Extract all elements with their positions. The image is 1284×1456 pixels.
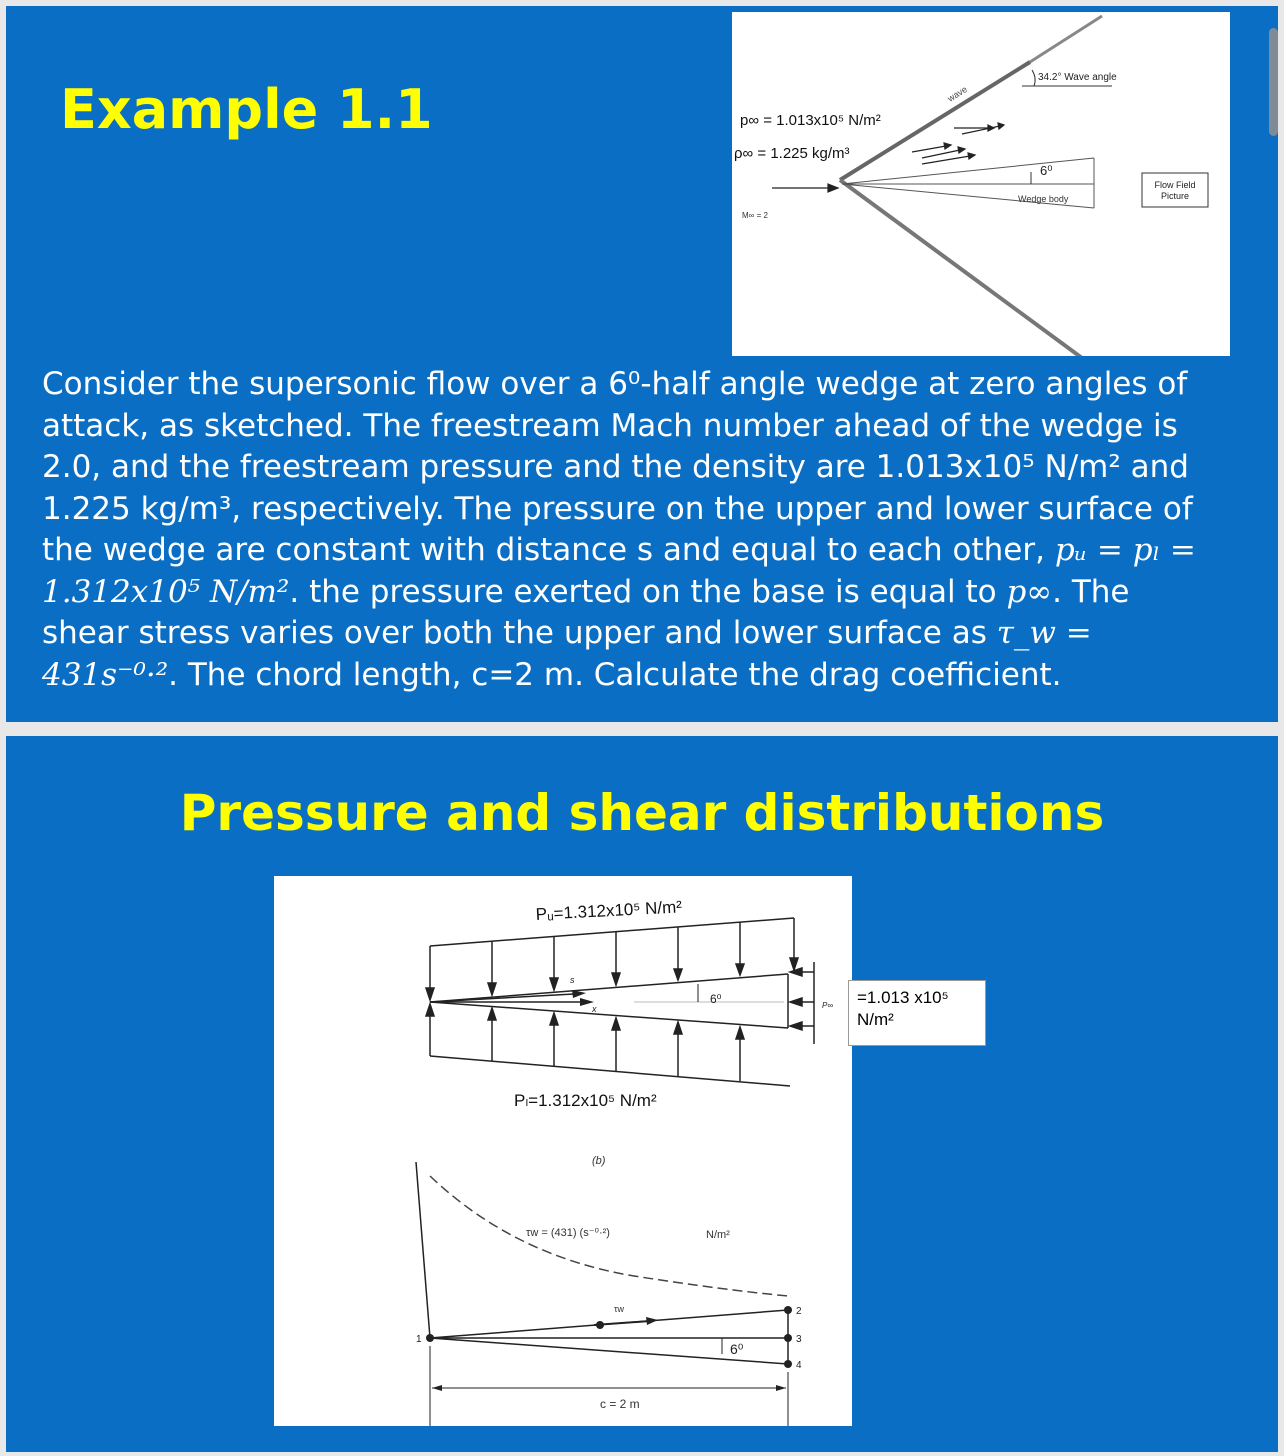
statement-line <box>42 613 1252 655</box>
s-arrow <box>572 990 586 998</box>
point-3-marker <box>784 1334 792 1342</box>
p-inf-symbol: p∞ <box>1006 573 1053 610</box>
flow-field-box <box>1142 173 1208 207</box>
statement-line: 1.225 kg/m³, respectively. The pressure on the upper and lower surface of <box>42 490 1193 527</box>
point-3-label: 3 <box>796 1334 802 1345</box>
point-4-marker <box>784 1360 792 1368</box>
flow-field-figure <box>732 12 1230 356</box>
wedge-lower-surface <box>430 1002 788 1028</box>
statement-line <box>42 655 1252 697</box>
statement-line: Consider the supersonic flow over a 6⁰-half angle wedge at zero angles of <box>42 366 1188 402</box>
wedge-flow-diagram <box>732 12 1230 356</box>
upper-pressure-label: Pᵤ=1.312x10⁵ N/m² <box>535 897 683 924</box>
base-pressure-value: =1.013 x10⁵ <box>857 988 949 1007</box>
wedge-upper-surface <box>430 974 788 1002</box>
slide-title: Example 1.1 <box>60 78 433 141</box>
base-pressure-box <box>848 980 986 1046</box>
point-2-marker <box>784 1306 792 1314</box>
statement-line: 2.0, and the freestream pressure and the density are 1.013x10⁵ N/m² and <box>42 449 1189 485</box>
scrollbar-thumb[interactable] <box>1269 28 1278 136</box>
angle-label-2: 6⁰ <box>730 1341 744 1357</box>
statement-line <box>42 572 1252 614</box>
shear-units-label: N/m² <box>706 1229 730 1241</box>
chord-dim-arrow-right <box>776 1385 786 1391</box>
angle-label: 6⁰ <box>710 992 722 1006</box>
midpoint-marker <box>596 1321 604 1329</box>
slide-distributions <box>6 736 1278 1452</box>
statement-line <box>42 530 1252 572</box>
point-2-label: 2 <box>796 1306 802 1317</box>
p-inf-label: p∞ = 1.013x10⁵ N/m² <box>740 112 881 129</box>
pressure-value: 1.312x10⁵ N/m² <box>42 573 290 610</box>
wave-label: wave <box>945 84 969 104</box>
s-label: s <box>570 975 575 985</box>
figure-b-label: (b) <box>592 1155 606 1167</box>
base-pressure-arrows <box>790 968 814 1030</box>
shear-formula: 431s⁻⁰·² <box>42 656 169 693</box>
point-1-label: 1 <box>416 1334 422 1345</box>
distribution-figure <box>274 876 852 1426</box>
shear-axis <box>416 1162 430 1338</box>
flow-field-label-2: Picture <box>1160 191 1190 201</box>
chord-label: c = 2 m <box>600 1397 640 1411</box>
statement-line: attack, as sketched. The freestream Mach number ahead of the wedge is <box>42 407 1178 444</box>
upper-shock-extension <box>1030 16 1102 62</box>
slide-example <box>6 6 1278 722</box>
shear-formula-label: τw = (431) (s⁻⁰·²) <box>526 1227 610 1239</box>
half-angle-label: 6⁰ <box>1040 163 1053 178</box>
statement-text: . the pressure exerted on the base is equal to <box>289 573 1007 610</box>
slide-title: Pressure and shear distributions <box>179 784 1105 842</box>
lower-pressure-label: Pₗ=1.312x10⁵ N/m² <box>514 1091 657 1110</box>
wave-angle-label: 34.2° Wave angle <box>1038 72 1117 83</box>
p-inf-label: P∞ <box>822 1001 834 1010</box>
wave-angle-arc <box>1032 70 1035 86</box>
statement-text: . The chord length, c=2 m. Calculate the drag coefficient. <box>168 656 1062 693</box>
point-4-label: 4 <box>796 1360 802 1371</box>
lower-shock-line <box>840 180 1082 356</box>
rho-inf-label: ρ∞ = 1.225 kg/m³ <box>734 145 850 162</box>
x-label: x <box>592 1004 597 1014</box>
point-1-marker <box>426 1334 434 1342</box>
wedge-body-label: Wedge body <box>1018 194 1069 204</box>
problem-statement <box>42 364 1252 696</box>
statement-text: shear stress varies over both the upper and lower surface as <box>42 615 997 651</box>
pressure-equation: pᵤ = pₗ = <box>1054 532 1196 568</box>
mach-label: M∞ = 2 <box>742 211 768 220</box>
wedge-points <box>426 1306 792 1368</box>
pressure-shear-diagram <box>274 876 852 1426</box>
lower-pressure-envelope <box>430 1056 790 1086</box>
base-pressure-units: N/m² <box>857 1010 894 1029</box>
flow-field-label-1: Flow Field <box>1154 180 1196 190</box>
shear-symbol: τ_w = <box>996 615 1092 651</box>
wedge-upper-surface <box>842 158 1094 184</box>
statement-text: the wedge are constant with distance s and equal to each other, <box>42 532 1055 568</box>
chord-dim-arrow-left <box>432 1385 442 1391</box>
statement-text: . The <box>1052 573 1130 610</box>
s-axis <box>430 994 574 1002</box>
tau-w-label: τw <box>614 1304 625 1314</box>
